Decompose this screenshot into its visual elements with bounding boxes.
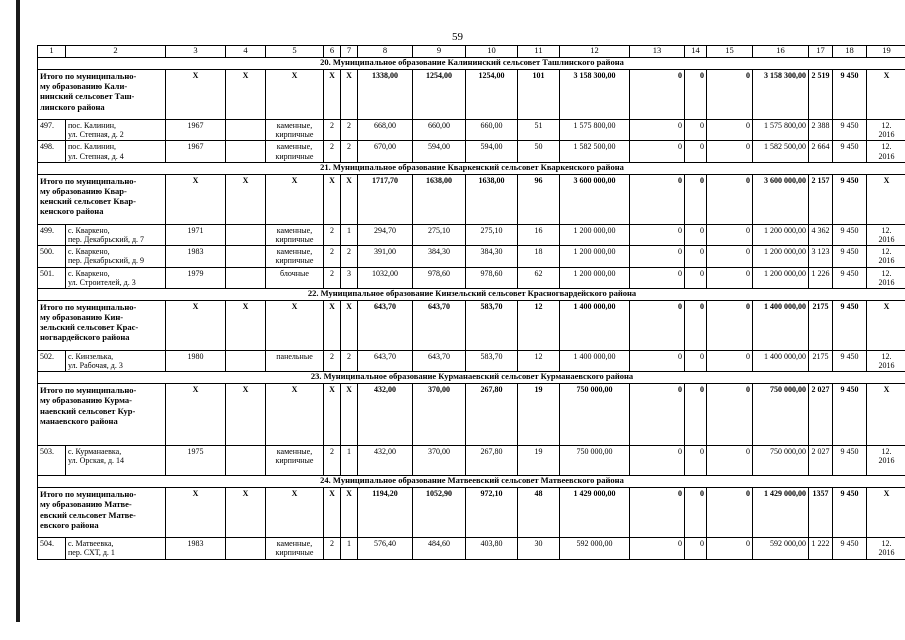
unit-cost-cell: 4 362 — [809, 224, 833, 245]
area-cell: 594,00 — [413, 141, 466, 162]
section-title: 21. Муниципальное образование Кваркенский сельсовет Кваркенского района — [38, 162, 905, 174]
zero-cell: 0 — [685, 267, 707, 288]
floors-cell: 2 — [324, 141, 341, 162]
unit-cost-cell: 2 388 — [809, 120, 833, 141]
column-number-cell: 5 — [266, 46, 324, 58]
limit-cell: 9 450 — [833, 120, 867, 141]
column-number-cell: 13 — [630, 46, 685, 58]
total-x-cell: X — [166, 300, 226, 350]
total-cost-cell: 750 000,00 — [560, 384, 630, 446]
total-cost-cell: 3 158 300,00 — [560, 70, 630, 120]
deadline-cell: 12. 2016 — [867, 446, 905, 476]
section-title-row — [38, 58, 905, 70]
total-area-cell: 1338,00 — [358, 70, 413, 120]
limit-cell: 9 450 — [833, 446, 867, 476]
house-address: пос. Калинин, ул. Степная, д. 4 — [66, 141, 166, 162]
total-fund-cell: 1 429 000,00 — [753, 488, 809, 538]
column-number-cell: 12 — [560, 46, 630, 58]
total-zero-cell: 0 — [630, 300, 685, 350]
entrances-cell: 2 — [341, 141, 358, 162]
area-cell: 660,00 — [413, 120, 466, 141]
total-fund-cell: 3 600 000,00 — [753, 174, 809, 224]
entrances-cell: 1 — [341, 538, 358, 559]
total-zero-cell: 0 — [707, 70, 753, 120]
total-cost-cell: 3 600 000,00 — [560, 174, 630, 224]
total-x-cell: X — [324, 70, 341, 120]
total-unit-cost-cell: 2 519 — [809, 70, 833, 120]
total-limit-cell: 9 450 — [833, 70, 867, 120]
cost-cell: 1 200 000,00 — [560, 246, 630, 267]
empty-cell — [226, 446, 266, 476]
total-x-cell: X — [266, 70, 324, 120]
build-year: 1971 — [166, 224, 226, 245]
area-cell: 267,80 — [466, 446, 518, 476]
deadline-cell: 12. 2016 — [867, 538, 905, 559]
total-x-cell: X — [226, 488, 266, 538]
zero-cell: 0 — [685, 350, 707, 371]
area-cell: 403,80 — [466, 538, 518, 559]
column-number-cell: 3 — [166, 46, 226, 58]
entrances-cell: 2 — [341, 120, 358, 141]
total-unit-cost-cell: 2 157 — [809, 174, 833, 224]
unit-cost-cell: 1 226 — [809, 267, 833, 288]
total-x-cell: X — [324, 488, 341, 538]
total-unit-cost-cell: 2175 — [809, 300, 833, 350]
zero-cell: 0 — [630, 350, 685, 371]
column-number-cell: 17 — [809, 46, 833, 58]
total-x-cell: X — [166, 70, 226, 120]
fund-cell: 1 575 800,00 — [753, 120, 809, 141]
row-number: 499. — [38, 224, 66, 245]
residents-cell: 16 — [518, 224, 560, 245]
build-year: 1983 — [166, 538, 226, 559]
total-limit-cell: 9 450 — [833, 300, 867, 350]
deadline-cell: 12. 2016 — [867, 141, 905, 162]
deadline-cell: 12. 2016 — [867, 350, 905, 371]
total-x-cell: X — [266, 488, 324, 538]
column-number-cell: 11 — [518, 46, 560, 58]
limit-cell: 9 450 — [833, 538, 867, 559]
house-address: с. Матвеевка, пер. СХТ, д. 1 — [66, 538, 166, 559]
total-zero-cell: 0 — [685, 174, 707, 224]
floors-cell: 2 — [324, 224, 341, 245]
unit-cost-cell: 2 027 — [809, 446, 833, 476]
total-area-cell: 1717,70 — [358, 174, 413, 224]
zero-cell: 0 — [707, 141, 753, 162]
wall-material: панельные — [266, 350, 324, 371]
empty-cell — [226, 120, 266, 141]
wall-material: блочные — [266, 267, 324, 288]
total-zero-cell: 0 — [685, 488, 707, 538]
section-title-row — [38, 162, 905, 174]
area-cell: 576,40 — [358, 538, 413, 559]
column-number-cell: 10 — [466, 46, 518, 58]
entrances-cell: 1 — [341, 224, 358, 245]
section-total-row — [38, 384, 905, 446]
total-x-cell: X — [226, 384, 266, 446]
empty-cell — [226, 224, 266, 245]
section-title: 23. Муниципальное образование Курманаевский сельсовет Курманаевского района — [38, 372, 905, 384]
area-cell: 668,00 — [358, 120, 413, 141]
total-x-cell: X — [341, 384, 358, 446]
cost-cell: 1 200 000,00 — [560, 224, 630, 245]
total-area-cell: 1194,20 — [358, 488, 413, 538]
section-title-row — [38, 476, 905, 488]
column-number-cell: 7 — [341, 46, 358, 58]
floors-cell: 2 — [324, 350, 341, 371]
total-x-cell: X — [226, 174, 266, 224]
deadline-cell: 12. 2016 — [867, 246, 905, 267]
cost-cell: 1 200 000,00 — [560, 267, 630, 288]
total-deadline-cell: X — [867, 300, 905, 350]
area-cell: 978,60 — [413, 267, 466, 288]
page-number: 59 — [452, 31, 463, 43]
empty-cell — [226, 350, 266, 371]
row-number: 504. — [38, 538, 66, 559]
wall-material: каменные, кирпичные — [266, 224, 324, 245]
column-number-cell: 4 — [226, 46, 266, 58]
section-total-row — [38, 70, 905, 120]
total-deadline-cell: X — [867, 384, 905, 446]
total-area-cell: 1638,00 — [413, 174, 466, 224]
total-x-cell: X — [226, 300, 266, 350]
cost-cell: 750 000,00 — [560, 446, 630, 476]
total-x-cell: X — [226, 70, 266, 120]
area-cell: 370,00 — [413, 446, 466, 476]
limit-cell: 9 450 — [833, 224, 867, 245]
fund-cell: 1 582 500,00 — [753, 141, 809, 162]
column-number-cell: 9 — [413, 46, 466, 58]
wall-material: каменные, кирпичные — [266, 538, 324, 559]
total-fund-cell: 3 158 300,00 — [753, 70, 809, 120]
column-number-row — [38, 46, 905, 58]
area-cell: 643,70 — [413, 350, 466, 371]
house-row — [38, 446, 905, 476]
total-zero-cell: 0 — [685, 300, 707, 350]
fund-cell: 592 000,00 — [753, 538, 809, 559]
total-label: Итого по муниципально- му образованию Курма- наевский сельсовет Кур- манаевского района — [38, 384, 166, 446]
area-cell: 391,00 — [358, 246, 413, 267]
cost-cell: 592 000,00 — [560, 538, 630, 559]
house-row — [38, 120, 905, 141]
entrances-cell: 2 — [341, 350, 358, 371]
row-number: 497. — [38, 120, 66, 141]
row-number: 502. — [38, 350, 66, 371]
row-number: 503. — [38, 446, 66, 476]
unit-cost-cell: 2 664 — [809, 141, 833, 162]
row-number: 501. — [38, 267, 66, 288]
zero-cell: 0 — [685, 246, 707, 267]
total-zero-cell: 0 — [707, 488, 753, 538]
total-deadline-cell: X — [867, 70, 905, 120]
total-label: Итого по муниципально- му образованию Кали- нинский сельсовет Таш- линского района — [38, 70, 166, 120]
row-number: 498. — [38, 141, 66, 162]
floors-cell: 2 — [324, 446, 341, 476]
build-year: 1967 — [166, 120, 226, 141]
total-unit-cost-cell: 2 027 — [809, 384, 833, 446]
total-x-cell: X — [166, 488, 226, 538]
build-year: 1979 — [166, 267, 226, 288]
area-cell: 294,70 — [358, 224, 413, 245]
section-title: 22. Муниципальное образование Кинзельский сельсовет Красногвардейского района — [38, 288, 905, 300]
total-zero-cell: 0 — [685, 70, 707, 120]
total-label: Итого по муниципально- му образованию Кин- зельский сельсовет Крас- ногвардейского района — [38, 300, 166, 350]
zero-cell: 0 — [685, 538, 707, 559]
entrances-cell: 2 — [341, 246, 358, 267]
total-area-cell: 972,10 — [466, 488, 518, 538]
section-title: 20. Муниципальное образование Калининский сельсовет Ташлинского района — [38, 58, 905, 70]
total-residents-cell: 12 — [518, 300, 560, 350]
total-residents-cell: 19 — [518, 384, 560, 446]
zero-cell: 0 — [630, 141, 685, 162]
total-area-cell: 583,70 — [466, 300, 518, 350]
zero-cell: 0 — [630, 267, 685, 288]
total-zero-cell: 0 — [707, 174, 753, 224]
total-area-cell: 643,70 — [413, 300, 466, 350]
fund-cell: 750 000,00 — [753, 446, 809, 476]
residents-cell: 30 — [518, 538, 560, 559]
total-residents-cell: 48 — [518, 488, 560, 538]
total-cost-cell: 1 429 000,00 — [560, 488, 630, 538]
total-deadline-cell: X — [867, 174, 905, 224]
wall-material: каменные, кирпичные — [266, 246, 324, 267]
total-x-cell: X — [166, 384, 226, 446]
total-x-cell: X — [341, 70, 358, 120]
residents-cell: 18 — [518, 246, 560, 267]
total-unit-cost-cell: 1357 — [809, 488, 833, 538]
section-title-row — [38, 372, 905, 384]
floors-cell: 2 — [324, 267, 341, 288]
total-limit-cell: 9 450 — [833, 488, 867, 538]
house-row — [38, 141, 905, 162]
unit-cost-cell: 2175 — [809, 350, 833, 371]
zero-cell: 0 — [707, 246, 753, 267]
fund-cell: 1 200 000,00 — [753, 224, 809, 245]
unit-cost-cell: 3 123 — [809, 246, 833, 267]
area-cell: 670,00 — [358, 141, 413, 162]
total-label: Итого по муниципально- му образованию Матве- евский сельсовет Матве- евского района — [38, 488, 166, 538]
deadline-cell: 12. 2016 — [867, 267, 905, 288]
area-cell: 275,10 — [466, 224, 518, 245]
column-number-cell: 16 — [753, 46, 809, 58]
cost-cell: 1 575 800,00 — [560, 120, 630, 141]
house-row — [38, 267, 905, 288]
area-cell: 643,70 — [358, 350, 413, 371]
house-address: с. Кваркено, пер. Декабрьский, д. 7 — [66, 224, 166, 245]
total-residents-cell: 101 — [518, 70, 560, 120]
section-title-row — [38, 288, 905, 300]
residents-cell: 51 — [518, 120, 560, 141]
total-x-cell: X — [341, 174, 358, 224]
wall-material: каменные, кирпичные — [266, 120, 324, 141]
total-limit-cell: 9 450 — [833, 174, 867, 224]
deadline-cell: 12. 2016 — [867, 224, 905, 245]
total-cost-cell: 1 400 000,00 — [560, 300, 630, 350]
build-year: 1980 — [166, 350, 226, 371]
entrances-cell: 1 — [341, 446, 358, 476]
area-cell: 978,60 — [466, 267, 518, 288]
house-address: с. Кваркено, ул. Строителей, д. 3 — [66, 267, 166, 288]
section-total-row — [38, 488, 905, 538]
total-area-cell: 1254,00 — [413, 70, 466, 120]
house-row — [38, 246, 905, 267]
zero-cell: 0 — [630, 120, 685, 141]
area-cell: 384,30 — [413, 246, 466, 267]
total-x-cell: X — [324, 174, 341, 224]
house-address: с. Курманаевка, ул. Орская, д. 14 — [66, 446, 166, 476]
column-number-cell: 1 — [38, 46, 66, 58]
total-area-cell: 643,70 — [358, 300, 413, 350]
house-row — [38, 224, 905, 245]
area-cell: 594,00 — [466, 141, 518, 162]
binding-edge — [16, 0, 20, 622]
total-fund-cell: 1 400 000,00 — [753, 300, 809, 350]
row-number: 500. — [38, 246, 66, 267]
column-number-cell: 19 — [867, 46, 905, 58]
zero-cell: 0 — [707, 224, 753, 245]
total-limit-cell: 9 450 — [833, 384, 867, 446]
wall-material: каменные, кирпичные — [266, 446, 324, 476]
column-number-cell: 2 — [66, 46, 166, 58]
column-number-cell: 6 — [324, 46, 341, 58]
floors-cell: 2 — [324, 246, 341, 267]
zero-cell: 0 — [630, 446, 685, 476]
zero-cell: 0 — [630, 246, 685, 267]
zero-cell: 0 — [630, 538, 685, 559]
cost-cell: 1 582 500,00 — [560, 141, 630, 162]
house-row — [38, 350, 905, 371]
zero-cell: 0 — [707, 350, 753, 371]
limit-cell: 9 450 — [833, 267, 867, 288]
residents-cell: 19 — [518, 446, 560, 476]
zero-cell: 0 — [685, 446, 707, 476]
total-zero-cell: 0 — [630, 174, 685, 224]
zero-cell: 0 — [707, 120, 753, 141]
house-row — [38, 538, 905, 559]
empty-cell — [226, 141, 266, 162]
total-area-cell: 432,00 — [358, 384, 413, 446]
zero-cell: 0 — [707, 446, 753, 476]
total-zero-cell: 0 — [630, 384, 685, 446]
deadline-cell: 12. 2016 — [867, 120, 905, 141]
total-zero-cell: 0 — [707, 384, 753, 446]
entrances-cell: 3 — [341, 267, 358, 288]
limit-cell: 9 450 — [833, 141, 867, 162]
total-x-cell: X — [266, 384, 324, 446]
zero-cell: 0 — [685, 224, 707, 245]
unit-cost-cell: 1 222 — [809, 538, 833, 559]
total-area-cell: 267,80 — [466, 384, 518, 446]
total-deadline-cell: X — [867, 488, 905, 538]
wall-material: каменные, кирпичные — [266, 141, 324, 162]
total-area-cell: 1254,00 — [466, 70, 518, 120]
total-x-cell: X — [324, 384, 341, 446]
area-cell: 660,00 — [466, 120, 518, 141]
section-total-row — [38, 300, 905, 350]
build-year: 1967 — [166, 141, 226, 162]
fund-cell: 1 400 000,00 — [753, 350, 809, 371]
area-cell: 432,00 — [358, 446, 413, 476]
total-label: Итого по муниципально- му образованию Квар- кенский сельсовет Квар- кенского района — [38, 174, 166, 224]
area-cell: 484,60 — [413, 538, 466, 559]
column-number-cell: 14 — [685, 46, 707, 58]
total-zero-cell: 0 — [685, 384, 707, 446]
total-x-cell: X — [266, 300, 324, 350]
empty-cell — [226, 267, 266, 288]
total-zero-cell: 0 — [707, 300, 753, 350]
zero-cell: 0 — [707, 538, 753, 559]
fund-cell: 1 200 000,00 — [753, 267, 809, 288]
zero-cell: 0 — [707, 267, 753, 288]
house-address: с. Кваркено, пер. Декабрьский, д. 9 — [66, 246, 166, 267]
floors-cell: 2 — [324, 538, 341, 559]
build-year: 1983 — [166, 246, 226, 267]
total-zero-cell: 0 — [630, 70, 685, 120]
residents-cell: 12 — [518, 350, 560, 371]
column-number-cell: 18 — [833, 46, 867, 58]
area-cell: 1032,00 — [358, 267, 413, 288]
house-address: пос. Калинин, ул. Степная, д. 2 — [66, 120, 166, 141]
residents-cell: 62 — [518, 267, 560, 288]
residents-cell: 50 — [518, 141, 560, 162]
fund-cell: 1 200 000,00 — [753, 246, 809, 267]
build-year: 1975 — [166, 446, 226, 476]
area-cell: 275,10 — [413, 224, 466, 245]
cost-cell: 1 400 000,00 — [560, 350, 630, 371]
total-x-cell: X — [324, 300, 341, 350]
column-number-cell: 8 — [358, 46, 413, 58]
zero-cell: 0 — [685, 141, 707, 162]
housing-register-table — [37, 45, 905, 560]
total-area-cell: 1052,90 — [413, 488, 466, 538]
total-area-cell: 370,00 — [413, 384, 466, 446]
total-x-cell: X — [166, 174, 226, 224]
limit-cell: 9 450 — [833, 350, 867, 371]
zero-cell: 0 — [630, 224, 685, 245]
column-number-cell: 15 — [707, 46, 753, 58]
empty-cell — [226, 538, 266, 559]
section-title: 24. Муниципальное образование Матвеевский сельсовет Матвеевского района — [38, 476, 905, 488]
floors-cell: 2 — [324, 120, 341, 141]
house-address: с. Кинзелька, ул. Рабочая, д. 3 — [66, 350, 166, 371]
empty-cell — [226, 246, 266, 267]
section-total-row — [38, 174, 905, 224]
total-zero-cell: 0 — [630, 488, 685, 538]
total-x-cell: X — [266, 174, 324, 224]
total-fund-cell: 750 000,00 — [753, 384, 809, 446]
area-cell: 583,70 — [466, 350, 518, 371]
total-x-cell: X — [341, 488, 358, 538]
limit-cell: 9 450 — [833, 246, 867, 267]
total-area-cell: 1638,00 — [466, 174, 518, 224]
total-x-cell: X — [341, 300, 358, 350]
total-residents-cell: 96 — [518, 174, 560, 224]
area-cell: 384,30 — [466, 246, 518, 267]
zero-cell: 0 — [685, 120, 707, 141]
